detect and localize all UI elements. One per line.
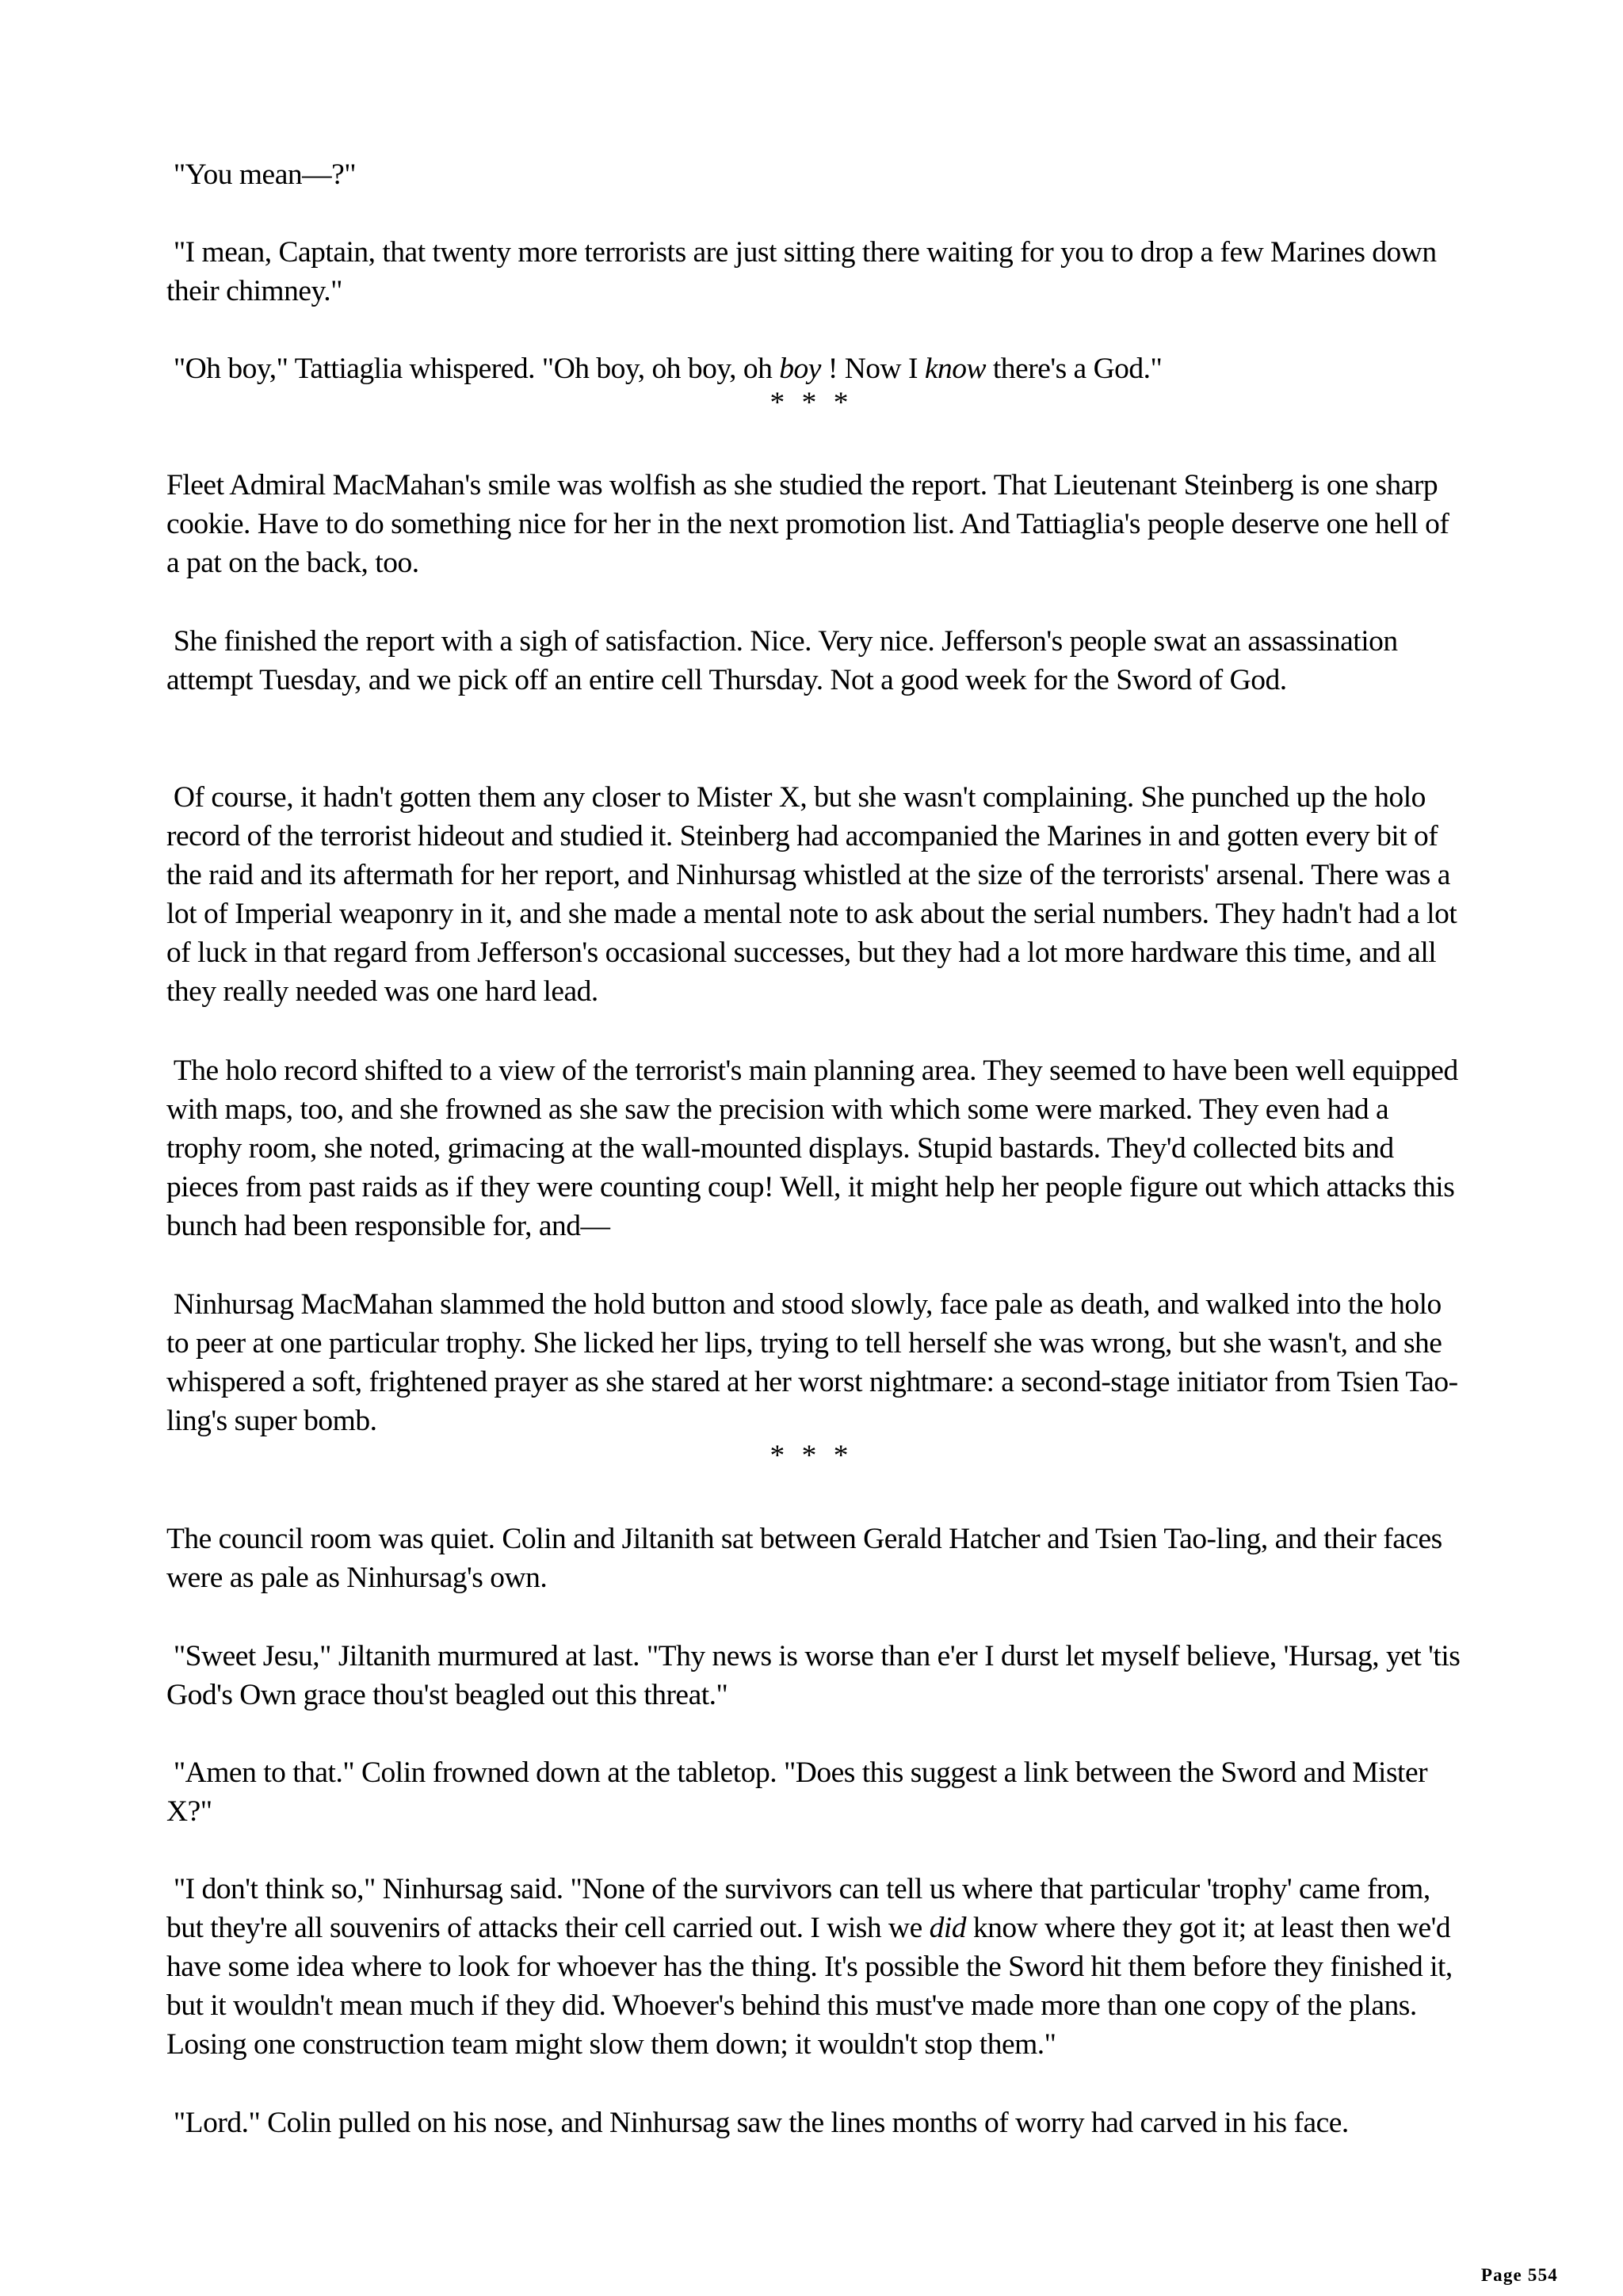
paragraph-2: "I mean, Captain, that twenty more terrorists are just sitting there waiting for you to drop a few Marines down their chimney." (166, 236, 1437, 307)
paragraph-9: The council room was quiet. Colin and Jiltanith sat between Gerald Hatcher and Tsien Tao-ling, and their faces were as pale as Ninhursag's own. (166, 1523, 1442, 1594)
paragraph-6: Of course, it hadn't gotten them any closer to Mister X, but she wasn't complaining. She punched up the holo record of the terrorist hideout and studied it. Steinberg had accompanied the Marines in and gotten every bit of the raid and its aftermath for her report, and Ninhursag whistled at the size of the terrorists' arsenal. There was a lot of Imperial weaponry in it, and she made a mental note to ask about the serial numbers. They hadn't had a lot of luck in that regard from Jefferson's occasional successes, but they had a lot more hardware this time, and all they really needed was one hard lead. (166, 781, 1457, 1008)
emphasis-boy: boy (779, 353, 821, 385)
paragraph-7: The holo record shifted to a view of the terrorist's main planning area. They seemed to have been well equipped with maps, too, and she frowned as she saw the precision with which some were marked. They even had a trophy room, she noted, grimacing at the wall-mounted displays. Stupid bastards. They'd collected bits and pieces from past raids as if they were counting coup! Well, it might help her people figure out which attacks this bunch had been responsible for, and— (166, 1055, 1458, 1242)
emphasis-did: did (929, 1912, 967, 1944)
page-number: Page 554 (1480, 2265, 1558, 2285)
paragraph-3: "Oh boy," Tattiaglia whispered. "Oh boy, oh boy, oh boy ! Now I know there's a God." (166, 353, 1163, 385)
scene-separator-2: * * * (769, 1440, 854, 1472)
scene-separator-1: * * * (769, 387, 854, 419)
paragraph-13: "Lord." Colin pulled on his nose, and Ninhursag saw the lines months of worry had carved in his face. (166, 2107, 1349, 2139)
paragraph-11: "Amen to that." Colin frowned down at the tabletop. "Does this suggest a link between the Sword and Mister X?" (166, 1756, 1428, 1828)
paragraph-8: Ninhursag MacMahan slammed the hold button and stood slowly, face pale as death, and walked into the holo to peer at one particular trophy. She licked her lips, trying to tell herself she was wrong, but she wasn't, and she whispered a soft, frightened prayer as she stared at her worst nightmare: a second-stage initiator from Tsien Tao-ling's super bomb. (166, 1288, 1458, 1437)
emphasis-know: know (924, 353, 987, 385)
paragraph-5: She finished the report with a sigh of satisfaction. Nice. Very nice. Jefferson's people swat an assassination attempt Tuesday, and we pick off an entire cell Thursday. Not a good week for the Sword of God. (166, 625, 1398, 696)
paragraph-4: Fleet Admiral MacMahan's smile was wolfish as she studied the report. That Lieutenant Steinberg is one sharp cookie. Have to do something nice for her in the next promotion list. And Tattiaglia's people deserve one hell of a pat on the back, too. (166, 469, 1449, 579)
paragraph-10: "Sweet Jesu," Jiltanith murmured at last. "Thy news is worse than e'er I durst let myself believe, 'Hursag, yet 'tis God's Own grace thou'st beagled out this threat." (166, 1640, 1461, 1711)
paragraph-12: "I don't think so," Ninhursag said. "None of the survivors can tell us where that particular 'trophy' came from, but they're all souvenirs of attacks their cell carried out. I wish we did know where they got it; at least then we'd have some idea where to look for whoever has the thing. It's possible the Sword hit them before they finished it, but it wouldn't mean much if they did. Whoever's behind this must've made more than one copy of the plans. Losing one construction team might slow them down; it wouldn't stop them." (166, 1873, 1453, 2061)
paragraph-1: "You mean—?" (166, 158, 357, 191)
